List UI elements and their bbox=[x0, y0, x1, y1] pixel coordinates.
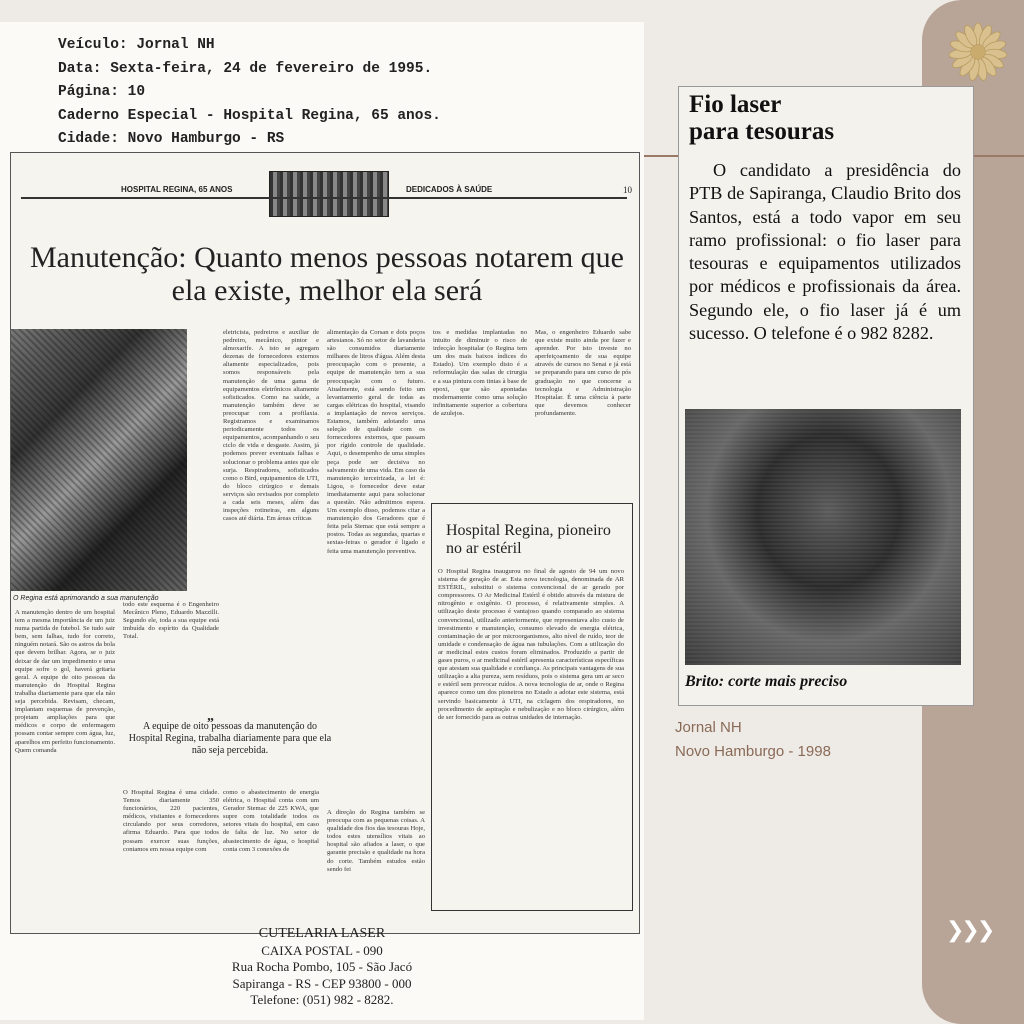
flower-logo-icon bbox=[948, 22, 1008, 82]
source-credit bbox=[675, 716, 831, 764]
article-bottom-2: como o abastecimento de energia elétrica, o Hospital conta com um Gerador Stemac de 225 KWA, que supre com totalidade todos os setores vitais do hospital, em caso de falta de luz. No setor de abastecimento de água, o hospital conta com 3 conexões de bbox=[223, 789, 319, 853]
page-header-left: HOSPITAL REGINA, 65 ANOS bbox=[121, 185, 233, 194]
ad-line: CUTELARIA LASER bbox=[258, 926, 386, 941]
quote-mark: „ bbox=[207, 709, 214, 724]
article-column-2b: todo este esquema é o Engenheiro Mecânico Pleno, Eduardo Mazzilli. Segundo ele, toda a sua equipe está imbuída do espírito da Qualidade Total. bbox=[123, 601, 219, 641]
ad-line: Telefone: (051) 982 - 8282. bbox=[250, 992, 394, 1007]
article-column-2: eletricista, pedreiros e auxiliar de pedreiro, mecânico, pintor e almoxarife. A isto se agregam dezenas de fornecedores externos altamente especializados, pois somos responsáveis pela manutenção de uma gama de equipamentos eletrônicos altamente sofisticados. Como na saúde, a manutenção também deve se preocupar com a profilaxia. Registramos e examinamos periodicamente todos os equipamentos, acompanhando o seu ciclo de vida e desgaste. Assim, já podemos prever eventuais falhas e solucionar o problema antes que ele surja. Respiradores, sofisticados como o Bird, equipamentos de UTI, do bloco cirúrgico e demais serviços são revisados por completo a cada seis meses, além das inspeções rotineiras, em alguns casos até diária. Em áreas críticas bbox=[223, 329, 319, 523]
header-rule bbox=[21, 197, 627, 199]
newspaper-clipping-1998 bbox=[678, 86, 974, 706]
meta-line: Data: Sexta-feira, 24 de fevereiro de 1995. bbox=[58, 60, 433, 77]
title-line-2: para tesouras bbox=[689, 118, 835, 145]
meta-line: Página: 10 bbox=[58, 84, 146, 100]
article-column-3: alimentação da Corsan e dois poços artesianos. Só no setor de lavanderia são consumidos diariamente milhares de litros d'água. Além desta preocupação com o presente, a equipe de manutenção tem a sua preocupação com o futuro. Atualmente, está sendo feito um levantamento geral de todas as cargas elétricas do hospital, visando a implantação de novos serviços. Estamos, também adotando uma seleção de qualidade com os fornecedores externos, que passam por rígido controle de qualidade. Aqui, o desempenho de uma simples peça pode ser decisiva no salvamento de uma vida. Em caso da manutenção terceirizada, a lei é: Ligou, o fornecedor deve estar imediatamente aqui para solucionar a questão. Não admitimos espera. Um exemplo disso, podemos citar a manutenção dos Geradores que é feita pela Stemac que está sempre a postos. Todas as segundas, quartas e sextas-feiras o gerador é ligado e feita uma manutenção preventiva. bbox=[327, 329, 425, 555]
article-bottom-1: O Hospital Regina é uma cidade. Temos diariamente 350 funcionários, 220 pacientes, médicos, visitantes e fornecedores circulando por seus corredores, afirma Eduardo. Para que todos possam exercer suas funções, contamos em nossa equipe com bbox=[123, 789, 219, 853]
header-photo bbox=[269, 171, 389, 217]
sidebar-body: O Hospital Regina inaugurou no final de agosto de 94 um novo sistema de geração de ar. Esta nova tecnologia, denominada de AR ESTÉRIL, substitui o sistema convencional de ar gerado por compressores. O Ar Medicinal Estéril é obtido através da mistura de nitrogênio e oxigênio. O processo, é relativamente simples. A utilização deste processo é vantajoso quando comparado ao sistema convencional, utilizado anteriormente, que representava alto custo de investimento e manutenção, consumo elevado de energia elétrica, contaminação de ar por microorganismos, alto nível de ruído, teor de umidade e condensação de água nas tubulações. Com a utilização do ar medicinal estes custos foram eliminados. Produzido a partir de gases puros, o ar medicinal estéril apresenta características específicas que atestam sua qualidade e confiança. As principais vantagens de sua utilização a alta pureza, sem resíduos, pois o sistema gera um ar seco e estéril sem provocar ruídos. A nova tecnologia de ar, onde o Regina aparece como um dos pioneiros no Estado a adotar este sistema, está servindo basicamente à UTI, na ciclagem dos respiradores, no procedimento de aspiração e nebulização e no bloco cirúrgico, além de ser fornecido para as outras unidades de internação. bbox=[438, 568, 624, 721]
article-column-4: tos e medidas implantadas no intuito de diminuir o risco de infecção hospitalar (o Regina tem um dos mais baixos índices do Estado). Um exemplo disto é a reformulação das salas de cirurgia e a sua pintura com tintas à base de epoxi, que são apontadas modernamente como uma solução infinitamente superior a cobertura de azulejos. bbox=[433, 329, 527, 417]
photo-caption: O Regina está aprimorando a sua manutenção bbox=[13, 595, 159, 602]
pull-quote: A equipe de oito pessoas da manutenção do Hospital Regina, trabalha diariamente para que ela não seja percebida. bbox=[128, 721, 332, 756]
sidebar-title: Hospital Regina, pioneiro no ar estéril bbox=[446, 522, 611, 557]
meta-line: Veículo: Jornal NH bbox=[58, 37, 215, 53]
ad-line: Sapiranga - RS - CEP 93800 - 000 bbox=[232, 975, 412, 991]
clipping-metadata bbox=[58, 34, 441, 152]
portrait-caption: Brito: corte mais preciso bbox=[685, 673, 848, 690]
page-number: 10 bbox=[623, 185, 632, 195]
article-bottom-3: A direção do Regina também se preocupa com as pequenas coisas. A qualidade dos fios das tesouras Hoje, todos estes utensílios vitais ao hospital são afiados a laser, o que garante precisão e qualidade na hora do corte. Também estudos estão sendo fei bbox=[327, 809, 425, 873]
sidebar-article bbox=[431, 503, 633, 911]
ad-line: CAIXA POSTAL - 090 bbox=[261, 942, 383, 958]
page-header-right: DEDICADOS À SAÚDE bbox=[406, 185, 493, 194]
title-line-1: Fio laser bbox=[689, 91, 782, 118]
cutelaria-ad bbox=[0, 926, 644, 1009]
meta-line: Cidade: Novo Hamburgo - RS bbox=[58, 131, 285, 147]
article-column-1: A manutenção dentro de um hospital tem a mesma importância de um juiz numa partida de futebol. Se tudo sair bem, sem falhas, tudo for correto, ninguém notará. São os astros da bola que devem brilhar. Agora, se o juiz deixar de dar um impedimento e uma equipe sofre o gol, haverá gritaria geral. A equipe de oito pessoas da manutenção do Hospital Regina trabalha diariamente para que ela não seja percebida. Revisam, checam, implantam esquemas de prevenção, projetam ampliações para que médicos e corpo de enfermagem possam contar sempre com água, luz, aparelhos em perfeito funcionamento. Quem comanda bbox=[15, 609, 115, 754]
source-line-2: Novo Hamburgo - 1998 bbox=[675, 743, 831, 760]
newspaper-page bbox=[10, 152, 640, 934]
article-column-5: Mas, o engenheiro Eduardo sabe que existe muito ainda por fazer e aprender. Por isto investe no aperfeiçoamento de sua equipe através de cursos no Senai e já está se preparando para um curso de pós graduação no que concerne a tecnologia e Administração Hospitalar. É uma ciência à parte que devemos conhecer profundamente. bbox=[535, 329, 631, 417]
next-arrows-icon[interactable]: ❯❯❯ bbox=[946, 918, 993, 943]
portrait-photo bbox=[685, 409, 961, 665]
newspaper-clipping-1995 bbox=[0, 22, 644, 1020]
clipping-title bbox=[689, 91, 834, 145]
article-headline: Manutenção: Quanto menos pessoas notarem que ela existe, melhor ela será bbox=[29, 241, 624, 307]
meta-line: Caderno Especial - Hospital Regina, 65 anos. bbox=[58, 107, 441, 124]
source-line-1: Jornal NH bbox=[675, 719, 742, 736]
clipping-body: O candidato a presidência do PTB de Sapiranga, Claudio Brito dos Santos, está a todo vapor em seu ramo profissional: o fio laser para tesouras e equipamentos utilizados por médicos e profissionais da área. Segundo ele, o fio laser já é um sucesso. O telefone é o 982 8282. bbox=[689, 160, 961, 344]
maintenance-photo bbox=[11, 329, 187, 591]
ad-line: Rua Rocha Pombo, 105 - São Jacó bbox=[231, 959, 413, 974]
page-header bbox=[11, 153, 639, 229]
